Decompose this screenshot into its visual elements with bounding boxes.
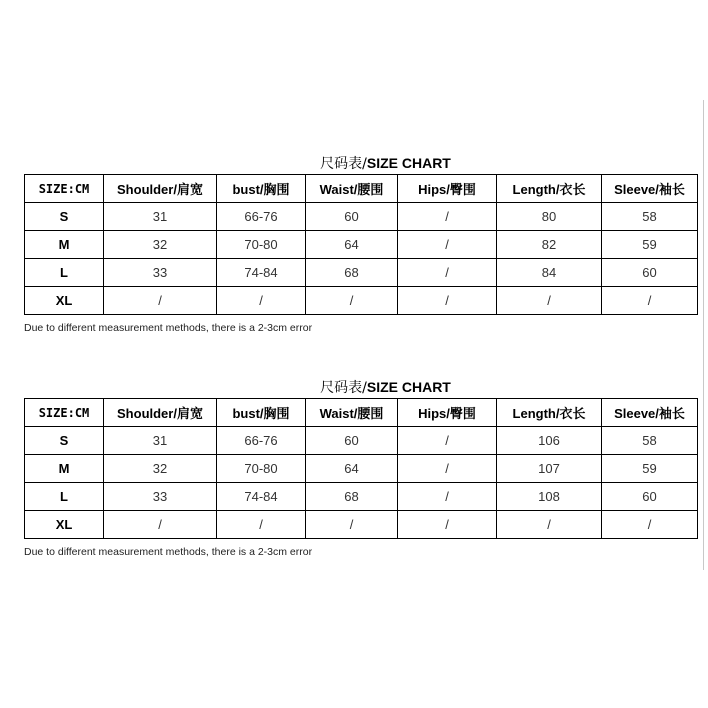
- measurement-note: Due to different measurement methods, there is a 2-3cm error: [24, 322, 313, 334]
- table-cell: /: [306, 287, 398, 315]
- table-cell: /: [398, 287, 497, 315]
- table-cell: /: [306, 511, 398, 539]
- size-label: XL: [25, 287, 104, 315]
- header-hips: Hips/臀围: [398, 399, 497, 427]
- table-row: [25, 427, 698, 455]
- size-label: XL: [25, 511, 104, 539]
- table-cell: /: [497, 287, 602, 315]
- table-cell: 70-80: [217, 231, 306, 259]
- table-cell: 59: [602, 231, 698, 259]
- header-shoulder: Shoulder/肩宽: [104, 175, 217, 203]
- table-cell: 68: [306, 259, 398, 287]
- size-chart-2: [24, 376, 697, 558]
- header-length: Length/衣长: [497, 399, 602, 427]
- table-cell: 31: [104, 203, 217, 231]
- table-cell: /: [398, 203, 497, 231]
- table-cell: 82: [497, 231, 602, 259]
- measurement-note: Due to different measurement methods, there is a 2-3cm error: [24, 546, 313, 558]
- size-table: [24, 174, 698, 315]
- table-cell: 66-76: [217, 427, 306, 455]
- table-cell: 80: [497, 203, 602, 231]
- header-shoulder: Shoulder/肩宽: [104, 399, 217, 427]
- table-cell: /: [398, 511, 497, 539]
- table-cell: /: [217, 511, 306, 539]
- table-cell: 70-80: [217, 455, 306, 483]
- chart-title-cn: 尺码表/: [320, 380, 367, 396]
- table-cell: /: [602, 287, 698, 315]
- table-row: [25, 511, 698, 539]
- size-label: S: [25, 203, 104, 231]
- table-cell: 66-76: [217, 203, 306, 231]
- size-label: M: [25, 231, 104, 259]
- table-cell: /: [602, 511, 698, 539]
- table-cell: 33: [104, 483, 217, 511]
- table-cell: 106: [497, 427, 602, 455]
- table-cell: 64: [306, 455, 398, 483]
- table-cell: 59: [602, 455, 698, 483]
- table-cell: 31: [104, 427, 217, 455]
- table-cell: 58: [602, 427, 698, 455]
- chart-title-en: SIZE CHART: [366, 379, 451, 395]
- header-waist: Waist/腰围: [306, 399, 398, 427]
- table-cell: 74-84: [217, 259, 306, 287]
- size-chart-1: [24, 152, 697, 334]
- header-sleeve: Sleeve/袖长: [602, 399, 698, 427]
- table-cell: 60: [602, 483, 698, 511]
- table-cell: /: [398, 259, 497, 287]
- table-header-row: [25, 399, 698, 427]
- table-cell: /: [217, 287, 306, 315]
- header-bust: bust/胸围: [217, 175, 306, 203]
- table-cell: /: [398, 455, 497, 483]
- header-waist: Waist/腰围: [306, 175, 398, 203]
- table-cell: 60: [602, 259, 698, 287]
- header-size: SIZE:CM: [25, 399, 104, 427]
- table-cell: /: [398, 427, 497, 455]
- chart-title-en: SIZE CHART: [366, 155, 451, 171]
- table-cell: /: [398, 483, 497, 511]
- chart-title: [24, 152, 697, 174]
- size-table: [24, 398, 698, 539]
- size-label: L: [25, 259, 104, 287]
- table-cell: 68: [306, 483, 398, 511]
- header-hips: Hips/臀围: [398, 175, 497, 203]
- table-row: [25, 483, 698, 511]
- header-sleeve: Sleeve/袖长: [602, 175, 698, 203]
- table-cell: 108: [497, 483, 602, 511]
- table-cell: 64: [306, 231, 398, 259]
- size-label: S: [25, 427, 104, 455]
- table-row: [25, 259, 698, 287]
- table-row: [25, 203, 698, 231]
- header-bust: bust/胸围: [217, 399, 306, 427]
- header-length: Length/衣长: [497, 175, 602, 203]
- table-cell: 32: [104, 455, 217, 483]
- table-cell: 60: [306, 203, 398, 231]
- table-header-row: [25, 175, 698, 203]
- table-cell: 84: [497, 259, 602, 287]
- page-edge-rule: [703, 100, 704, 570]
- table-cell: 74-84: [217, 483, 306, 511]
- table-row: [25, 455, 698, 483]
- table-cell: /: [497, 511, 602, 539]
- table-cell: /: [104, 287, 217, 315]
- table-cell: 58: [602, 203, 698, 231]
- size-label: M: [25, 455, 104, 483]
- table-cell: 107: [497, 455, 602, 483]
- chart-title: [24, 376, 697, 398]
- chart-title-cn: 尺码表/: [320, 156, 367, 172]
- header-size: SIZE:CM: [25, 175, 104, 203]
- table-cell: /: [398, 231, 497, 259]
- table-cell: 33: [104, 259, 217, 287]
- table-cell: 60: [306, 427, 398, 455]
- table-cell: 32: [104, 231, 217, 259]
- table-cell: /: [104, 511, 217, 539]
- table-row: [25, 231, 698, 259]
- size-label: L: [25, 483, 104, 511]
- table-row: [25, 287, 698, 315]
